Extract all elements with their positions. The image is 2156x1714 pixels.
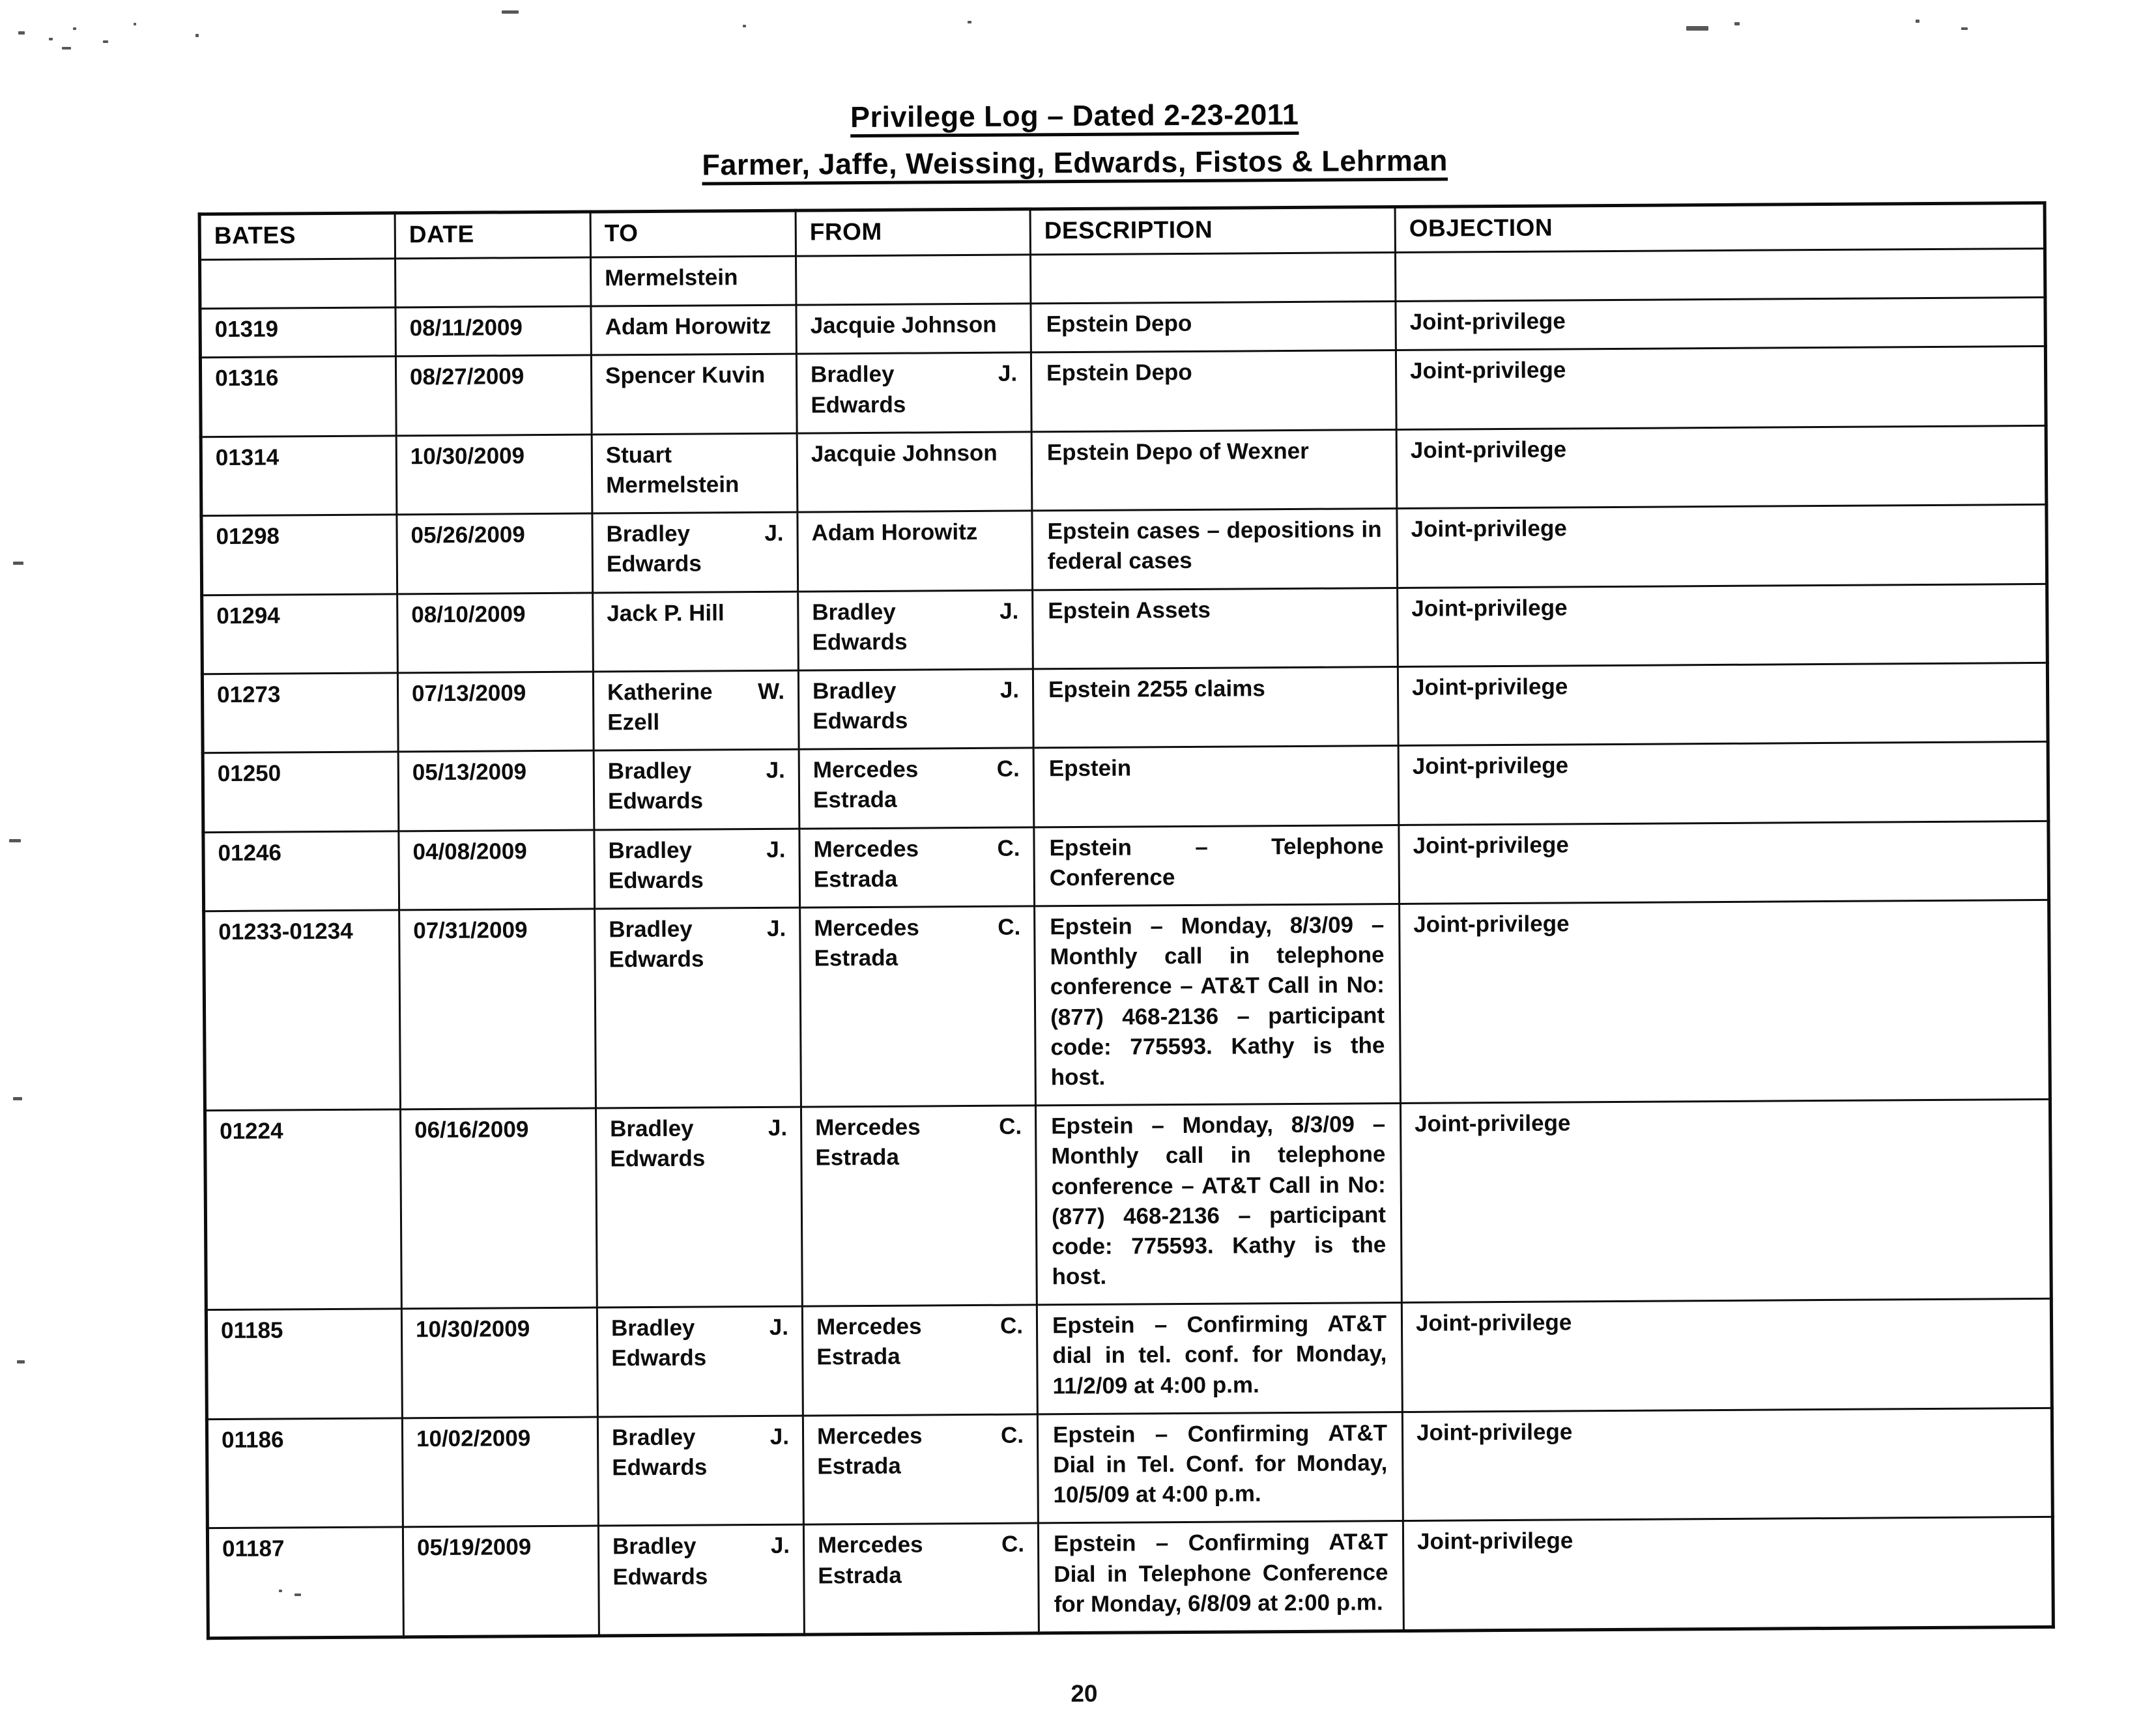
cell-date: 06/16/2009: [400, 1108, 597, 1309]
cell-date: 10/30/2009: [401, 1307, 597, 1418]
cell-bates: 01250: [203, 752, 399, 832]
cell-date: 10/02/2009: [402, 1417, 598, 1527]
cell-description: Epstein: [1033, 746, 1399, 827]
cell-objection: Joint-privilege: [1397, 505, 2047, 588]
cell-objection: Joint-privilege: [1399, 821, 2049, 904]
cell-from: [796, 255, 1030, 305]
cell-from: Jacquie Johnson: [796, 304, 1031, 354]
cell-to: Bradley J. Edwards: [597, 1416, 803, 1526]
cell-description: Epstein – Confirming AT&T Dial in Tel. Conf. for Monday, 10/5/09 at 4:00 p.m.: [1037, 1412, 1403, 1523]
cell-objection: Joint-privilege: [1400, 1100, 2051, 1303]
table-body: [200, 248, 2054, 1638]
cell-date: 10/30/2009: [396, 435, 592, 515]
privilege-log-table: [198, 201, 2055, 1640]
cell-from: Mercedes C. Estrada: [803, 1523, 1039, 1635]
cell-date: 07/31/2009: [399, 909, 596, 1109]
table-row: [204, 900, 2050, 1110]
cell-objection: Joint-privilege: [1398, 663, 2048, 745]
cell-bates: 01319: [200, 307, 395, 358]
col-header-description: DESCRIPTION: [1030, 207, 1395, 255]
cell-from: Bradley J. Edwards: [798, 590, 1033, 670]
cell-date: 07/13/2009: [397, 672, 594, 752]
table-row: [202, 663, 2048, 753]
cell-date: [395, 257, 591, 307]
cell-from: Mercedes C. Estrada: [799, 827, 1035, 908]
cell-to: Katherine W. Ezell: [593, 670, 799, 750]
cell-from: Mercedes C. Estrada: [799, 748, 1034, 829]
table-row: [201, 425, 2047, 516]
cell-bates: 01273: [202, 673, 398, 753]
cell-description: Epstein 2255 claims: [1033, 666, 1398, 748]
cell-description: Epstein – Confirming AT&T dial in tel. conf. for Monday, 11/2/09 at 4:00 p.m.: [1037, 1303, 1402, 1414]
cell-objection: [1395, 248, 2045, 301]
cell-bates: 01298: [201, 515, 397, 595]
cell-objection: Joint-privilege: [1398, 584, 2048, 666]
cell-description: Epstein Depo: [1031, 302, 1396, 353]
cell-bates: 01246: [203, 831, 399, 911]
table-row: [205, 1100, 2051, 1310]
col-header-from: FROM: [796, 209, 1030, 256]
table-row: [207, 1517, 2053, 1638]
cell-to: Bradley J. Edwards: [594, 749, 799, 829]
cell-bates: 01224: [205, 1109, 401, 1310]
col-header-bates: BATES: [199, 213, 395, 260]
cell-description: Epstein Depo of Wexner: [1031, 429, 1397, 511]
cell-objection: Joint-privilege: [1396, 425, 2047, 508]
cell-objection: Joint-privilege: [1403, 1517, 2053, 1631]
cell-from: Adam Horowitz: [798, 511, 1033, 592]
cell-to: Jack P. Hill: [593, 592, 799, 672]
cell-to: Bradley J. Edwards: [592, 512, 798, 592]
table-row: [200, 347, 2046, 437]
cell-from: Mercedes C. Estrada: [801, 1106, 1037, 1306]
cell-bates: 01233-01234: [204, 910, 401, 1111]
cell-bates: 01314: [201, 436, 397, 516]
cell-objection: Joint-privilege: [1401, 1299, 2052, 1412]
cell-bates: 01187: [207, 1527, 403, 1638]
page-number: 20: [1071, 1679, 1098, 1707]
cell-description: Epstein – Monday, 8/3/09 – Monthly call in telephone conference – AT&T Call in No: (877) 468-2136 – participant code: 775593. Kathy is the host.: [1035, 904, 1401, 1106]
col-header-objection: OBJECTION: [1395, 203, 2045, 252]
cell-description: Epstein – Telephone Conference: [1034, 825, 1400, 906]
cell-date: 08/11/2009: [395, 306, 591, 356]
cell-description: Epstein Assets: [1033, 588, 1398, 669]
table-row: [203, 742, 2048, 833]
cell-description: Epstein cases – depositions in federal cases: [1032, 509, 1398, 590]
cell-bates: 01186: [207, 1418, 403, 1528]
cell-from: Bradley J. Edwards: [798, 669, 1033, 750]
cell-to: Adam Horowitz: [591, 305, 796, 355]
table-row: [202, 584, 2048, 674]
table-row: [206, 1299, 2052, 1420]
cell-bates: 01294: [202, 593, 398, 674]
table-row: [203, 821, 2049, 911]
cell-from: Mercedes C. Estrada: [802, 1305, 1037, 1416]
cell-objection: Joint-privilege: [1398, 742, 2048, 825]
cell-to: Bradley J. Edwards: [597, 1306, 803, 1416]
table-row: [207, 1408, 2052, 1528]
cell-date: 05/13/2009: [398, 750, 594, 831]
cell-objection: Joint-privilege: [1400, 900, 2050, 1103]
cell-date: 05/26/2009: [397, 513, 593, 593]
cell-date: 08/10/2009: [397, 593, 594, 673]
cell-bates: 01316: [200, 356, 396, 436]
cell-objection: Joint-privilege: [1396, 347, 2046, 429]
cell-date: 05/19/2009: [403, 1526, 599, 1636]
cell-bates: 01185: [206, 1309, 402, 1419]
cell-to: Bradley J. Edwards: [595, 907, 801, 1108]
cell-to: Bradley J. Edwards: [594, 829, 800, 909]
cell-description: [1030, 253, 1395, 304]
cell-to: Mermelstein: [590, 256, 796, 306]
cell-bates: [200, 259, 395, 309]
cell-from: Bradley J. Edwards: [796, 352, 1031, 433]
cell-objection: Joint-privilege: [1402, 1408, 2052, 1521]
cell-description: Epstein – Monday, 8/3/09 – Monthly call in telephone conference – AT&T Call in No: (877) 468-2136 – participant code: 775593. Kathy is the host.: [1035, 1104, 1401, 1306]
cell-objection: Joint-privilege: [1396, 298, 2045, 350]
cell-from: Jacquie Johnson: [797, 432, 1032, 513]
cell-from: Mercedes C. Estrada: [800, 906, 1036, 1107]
cell-to: Spencer Kuvin: [591, 354, 797, 435]
document-title: Privilege Log – Dated 2-23-2011: [850, 97, 1299, 134]
cell-to: Bradley J. Edwards: [596, 1107, 802, 1307]
table-row: [201, 505, 2047, 595]
cell-description: Epstein – Confirming AT&T Dial in Telephone Conference for Monday, 6/8/09 at 2:00 p.m.: [1038, 1521, 1403, 1633]
col-header-date: DATE: [395, 212, 590, 259]
col-header-to: TO: [590, 210, 796, 257]
cell-to: Bradley J. Edwards: [598, 1524, 804, 1635]
cell-description: Epstein Depo: [1031, 350, 1396, 432]
cell-date: 04/08/2009: [399, 830, 595, 910]
cell-to: Stuart Mermelstein: [592, 433, 798, 513]
cell-from: Mercedes C. Estrada: [803, 1414, 1038, 1525]
document-law-firm: Farmer, Jaffe, Weissing, Edwards, Fistos & Lehrman: [702, 143, 1448, 182]
cell-date: 08/27/2009: [395, 355, 592, 435]
